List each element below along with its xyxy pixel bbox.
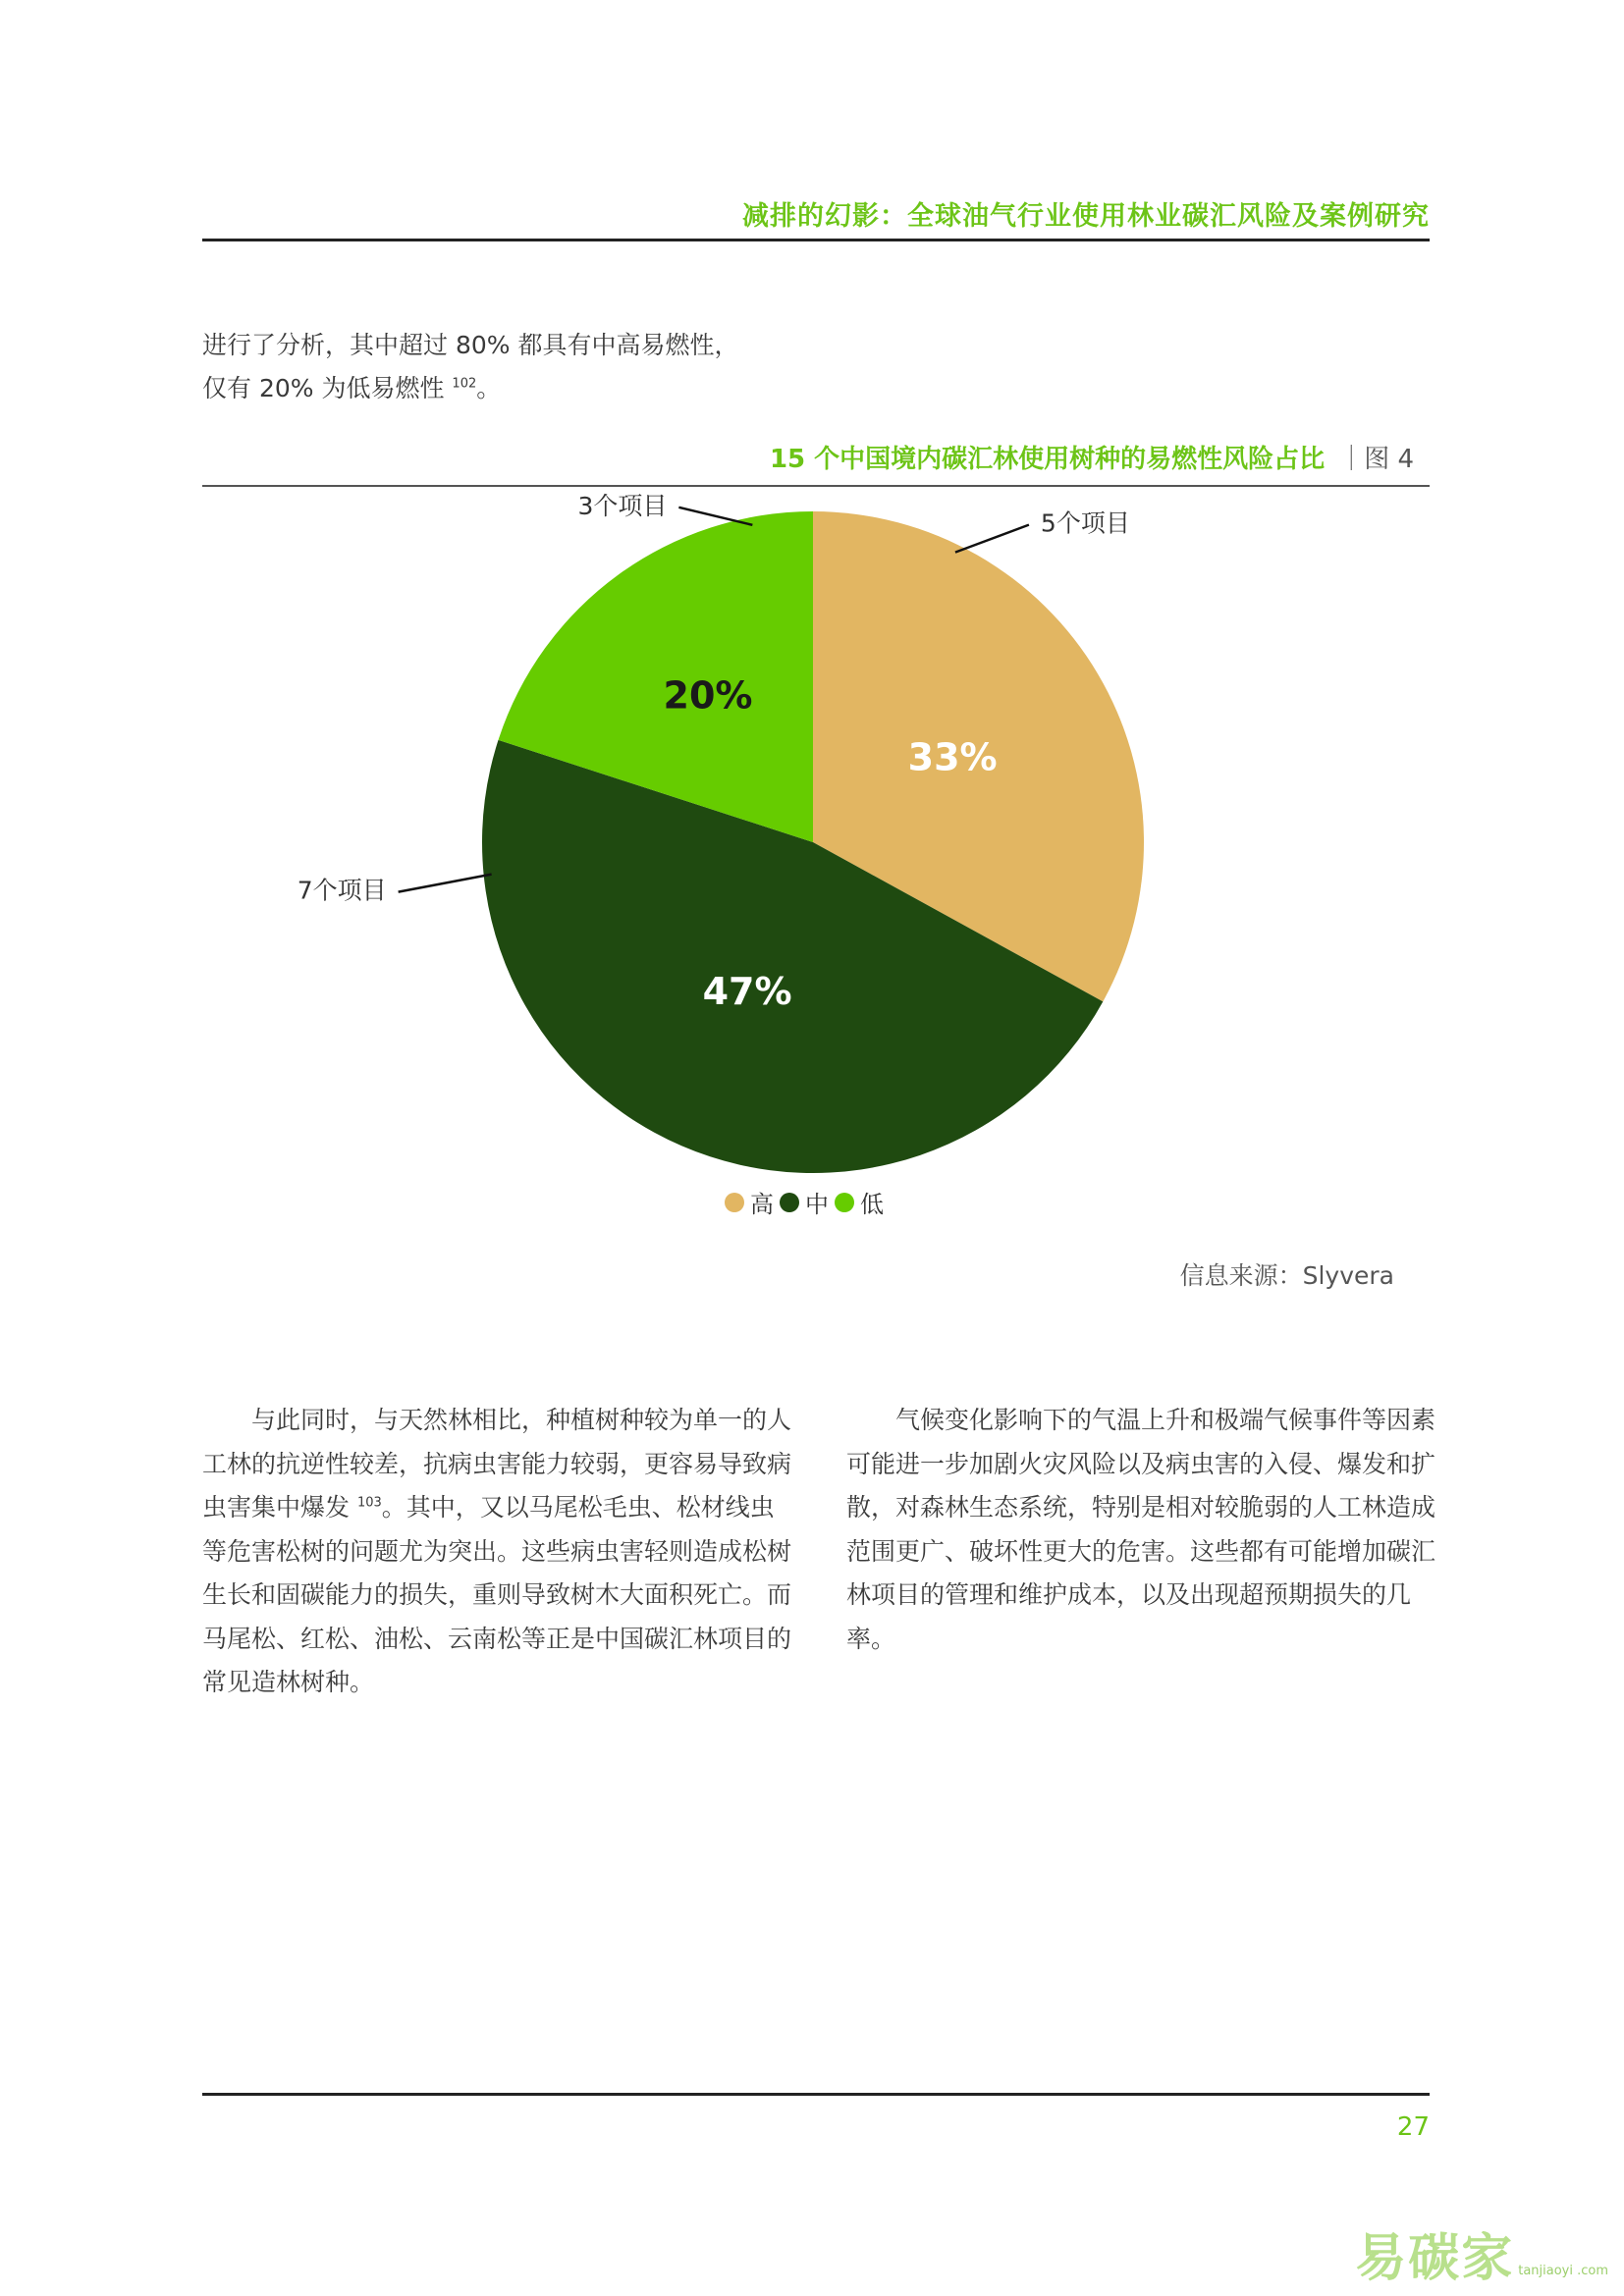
body-paragraph-right: 气候变化影响下的气温上升和极端气候事件等因素可能进一步加剧火灾风险以及病虫害的入侵、爆发和扩散，对森林生态系统，特别是相对较脆弱的人工林造成范围更广、破坏性更大的危害。这些都有可能增加碳汇林项目的管理和维护成本，以及出现超预期损失的几率。 bbox=[846, 1406, 1436, 1653]
legend-label-medium: 中 bbox=[805, 1191, 829, 1218]
figure-source: 信息来源：Slyvera bbox=[1179, 1261, 1394, 1290]
pie-percent-label-medium: 47% bbox=[702, 970, 792, 1014]
body-left-part-1: 与此同时，与天然林相比，种植树种较为单一的人工林的抗逆性较差，抗病虫害能力较弱，更容易导致病虫害集中爆发 bbox=[202, 1406, 792, 1522]
watermark-logo bbox=[1355, 2216, 1608, 2290]
running-header-title: 减排的幻影：全球油气行业使用林业碳汇风险及案例研究 bbox=[742, 201, 1430, 232]
pie-count-label-medium: 7个项目 bbox=[297, 876, 387, 905]
figure-title-text: 15 个中国境内碳汇林使用树种的易燃性风险占比 bbox=[769, 445, 1326, 474]
footnote-ref-103[interactable]: 103 bbox=[356, 1495, 382, 1511]
intro-line-2-end: 。 bbox=[476, 374, 502, 402]
chart-legend bbox=[725, 1185, 890, 1219]
pie-percent-label-high: 33% bbox=[907, 735, 998, 779]
figure-number: ｜图 4 bbox=[1338, 445, 1414, 474]
body-left-part-2: 。其中，又以马尾松毛虫、松材线虫等危害松树的问题尤为突出。这些病虫害轻则造成松树生长和固碳能力的损失，重则导致树木大面积死亡。而马尾松、红松、油松、云南松等正是中国碳汇林项目的常见造林树种。 bbox=[202, 1493, 792, 1696]
body-column-right bbox=[846, 1399, 1435, 1661]
legend-item-medium bbox=[780, 1185, 829, 1219]
pie-count-label-low: 3个项目 bbox=[577, 491, 668, 520]
legend-label-low: 低 bbox=[860, 1191, 884, 1218]
page-number: 27 bbox=[1396, 2112, 1430, 2142]
watermark-text: 易碳家 bbox=[1355, 2229, 1515, 2288]
legend-swatch-high bbox=[725, 1193, 744, 1212]
pie-leader-line-medium bbox=[399, 875, 492, 892]
watermark-domain: tanjiaoyi .com bbox=[1518, 2264, 1608, 2278]
pie-leader-line-high bbox=[955, 525, 1029, 553]
legend-label-high: 高 bbox=[750, 1191, 774, 1218]
legend-swatch-medium bbox=[780, 1193, 799, 1212]
footnote-ref-102[interactable]: 102 bbox=[452, 376, 477, 392]
pie-leader-line-low bbox=[678, 507, 752, 525]
body-paragraph-left bbox=[202, 1399, 791, 1705]
body-column-left bbox=[202, 1399, 791, 1705]
intro-line-2-text: 仅有 20% 为低易燃性 bbox=[202, 374, 445, 402]
legend-item-high bbox=[725, 1185, 774, 1219]
footer-rule bbox=[202, 2093, 1430, 2096]
pie-slices bbox=[482, 508, 1144, 1173]
pie-count-label-high: 5个项目 bbox=[1040, 508, 1130, 538]
legend-swatch-low bbox=[835, 1193, 854, 1212]
intro-line-1: 进行了分析，其中超过 80% 都具有中高易燃性， bbox=[202, 331, 739, 359]
pie-percent-label-low: 20% bbox=[663, 673, 753, 718]
legend-item-low bbox=[835, 1185, 884, 1219]
